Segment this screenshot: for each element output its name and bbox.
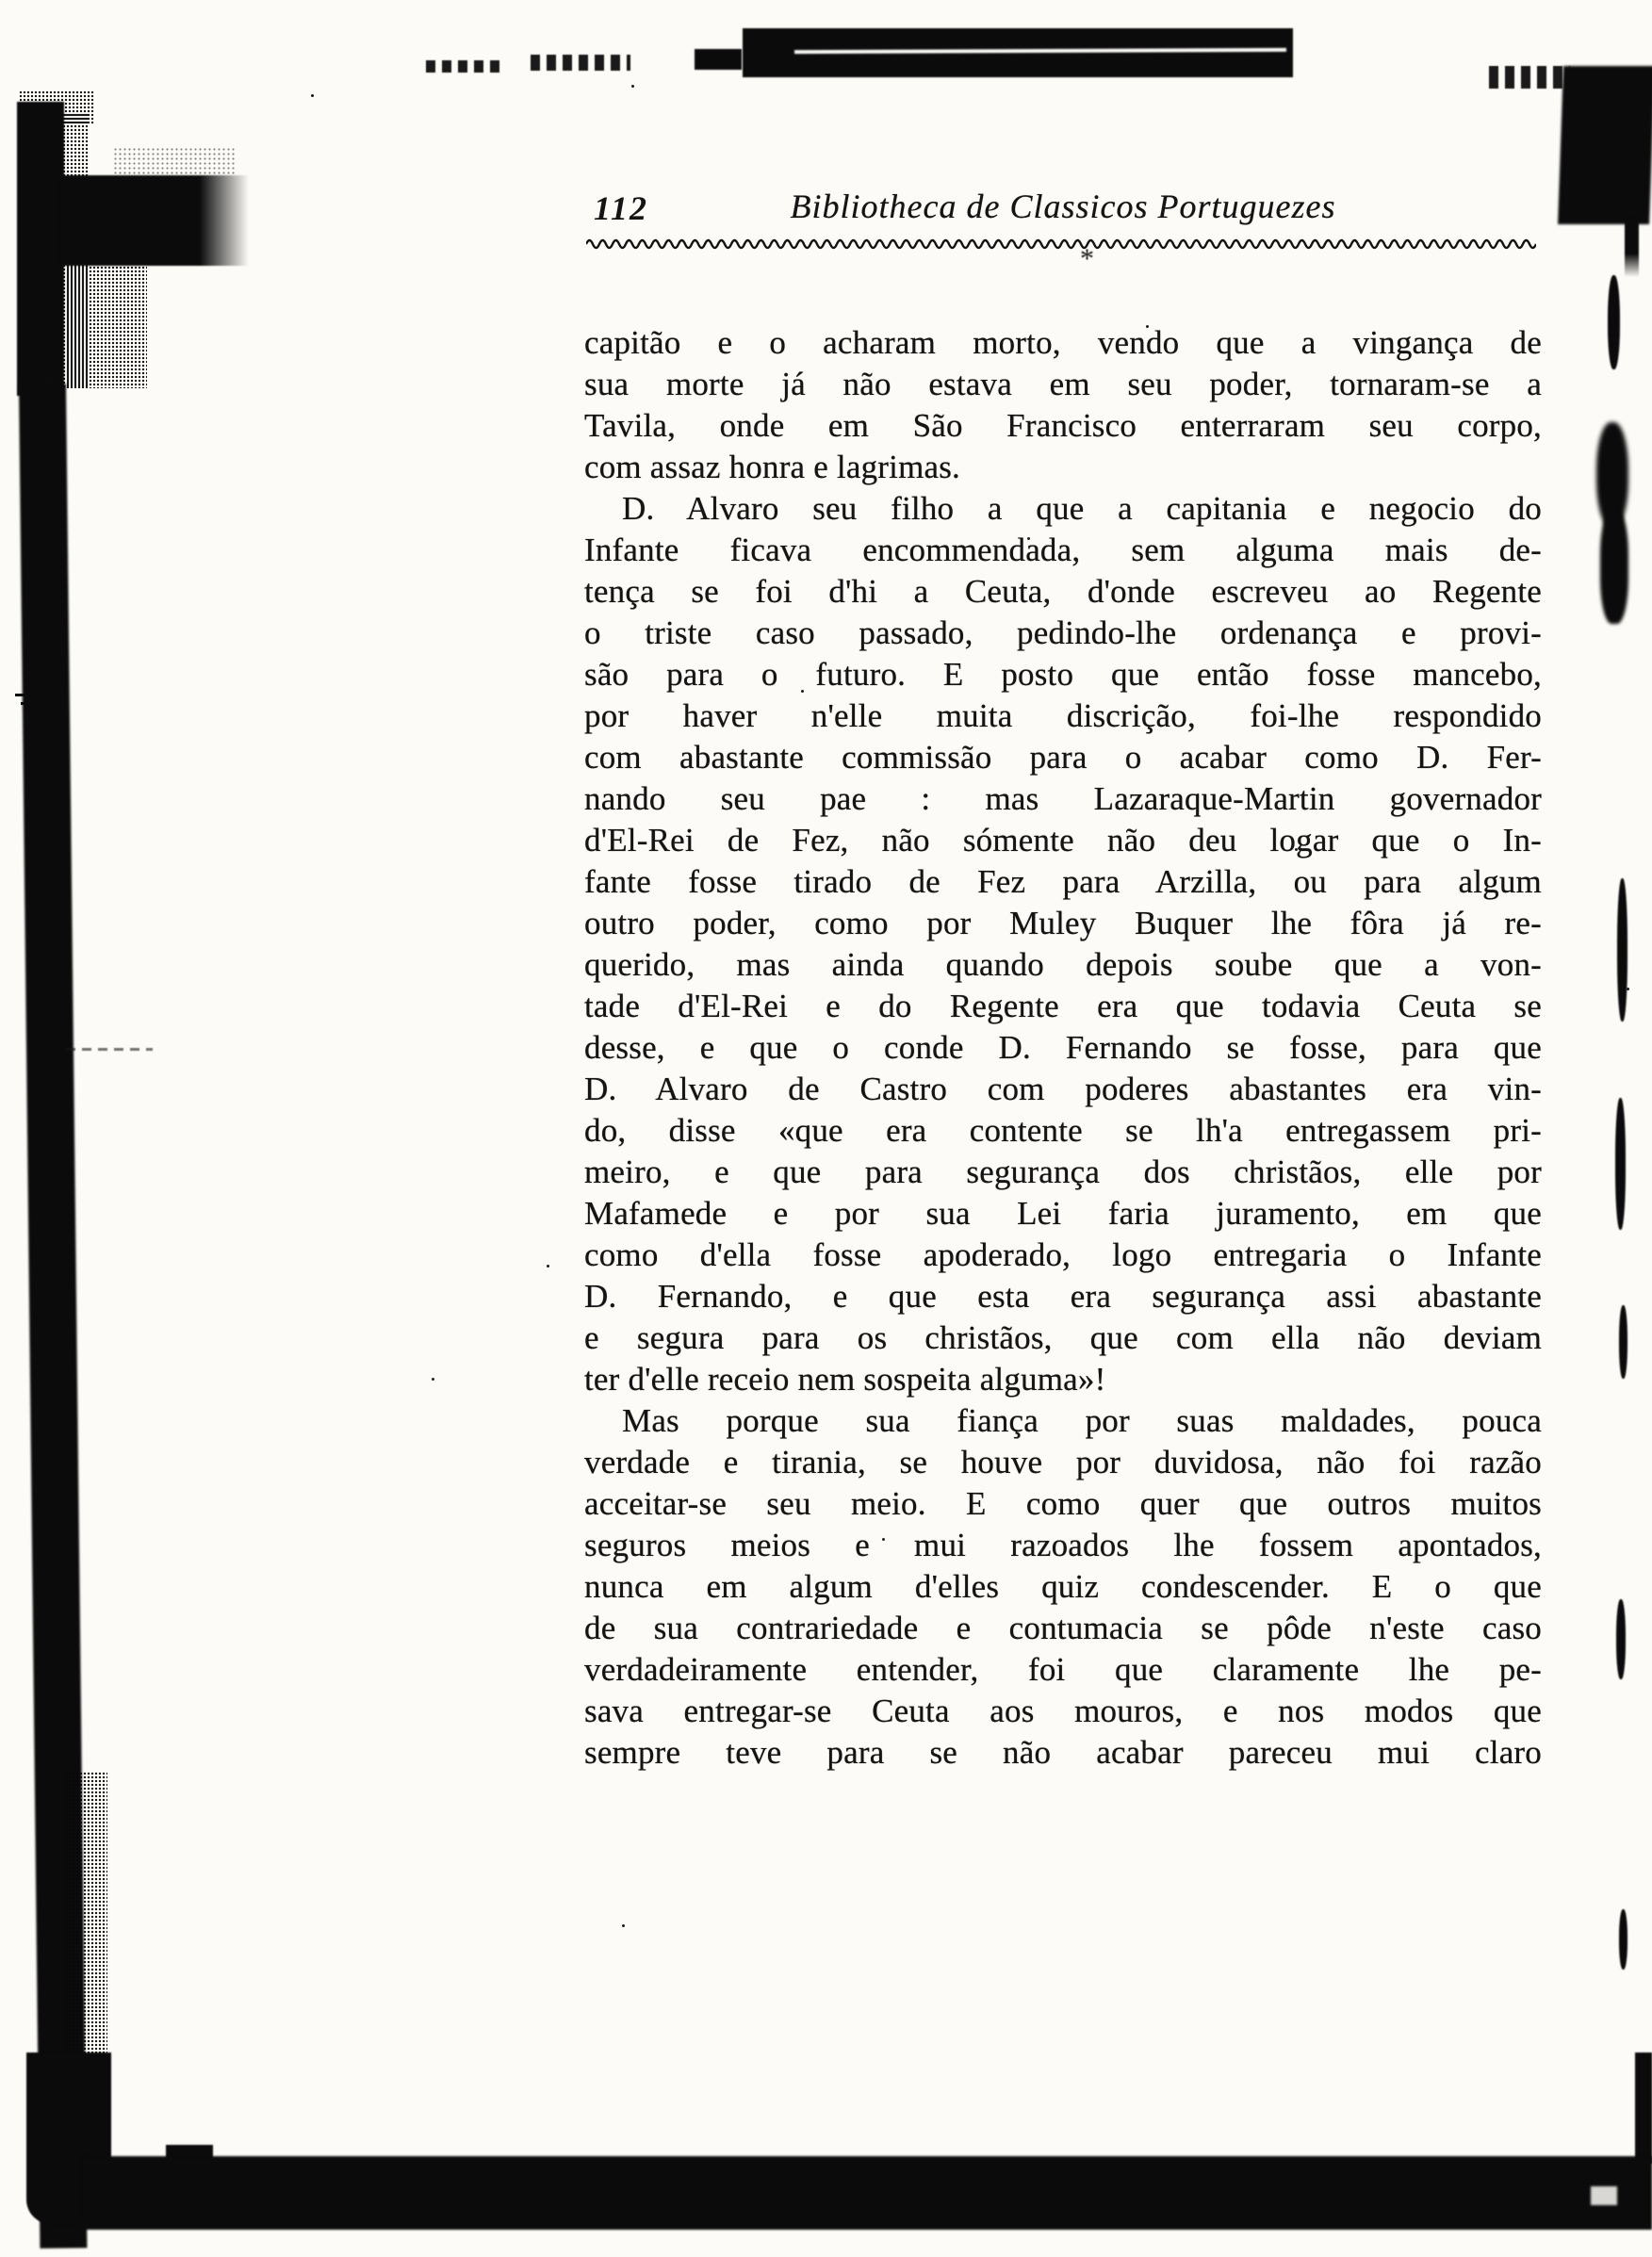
scan-smudge-corner-bar	[1558, 66, 1652, 224]
text-line: sava entregar-se Ceuta aos mouros, e nos modos que	[584, 1693, 1542, 1729]
scan-left-scratch	[66, 1048, 153, 1051]
body-text	[584, 322, 1542, 1774]
text-line: o triste caso passado, pedindo-lhe ordenança e provi-	[584, 614, 1542, 651]
text-line: nunca em algum d'elles quiz condescender. E o que	[584, 1568, 1542, 1605]
scan-blob-lower	[66, 266, 147, 388]
text-line: desse, e que o conde D. Fernando se fosse, para que	[584, 1029, 1542, 1066]
scan-smudge-top-bar	[743, 28, 1293, 77]
scan-streak	[1608, 275, 1620, 369]
scan-streak	[1615, 1098, 1626, 1230]
page-header	[584, 187, 1542, 230]
scan-smudge-top-bar-tip	[695, 49, 742, 70]
text-line: querido, mas ainda quando depois soube que a von-	[584, 946, 1542, 983]
scan-streak	[1617, 878, 1627, 1022]
text-line: meiro, e que para segurança dos christãos, elle por	[584, 1153, 1542, 1190]
text-line: D. Fernando, e que esta era segurança assi abastante	[584, 1278, 1542, 1315]
text-line: por haver n'elle muita discrição, foi-lhe respondido	[584, 697, 1542, 734]
scan-smudge-top-dashes	[426, 60, 501, 73]
text-line: do, disse «que era contente se lh'a entregassem pri-	[584, 1112, 1542, 1149]
scan-left-tick	[21, 702, 57, 705]
text-line: Mafamede e por sua Lei faria juramento, em que	[584, 1195, 1542, 1232]
scan-blob-arm	[60, 175, 249, 266]
wavy-rule	[586, 233, 1536, 252]
text-line: Mas porque sua fiança por suas maldades, pouca	[622, 1402, 1542, 1439]
text-line: capitão e o acharam morto, vendo que a vingança de	[584, 324, 1542, 361]
text-line: verdadeiramente entender, foi que claramente lhe pe-	[584, 1651, 1542, 1688]
text-line: fante fosse tirado de Fez para Arzilla, ou para algum	[584, 863, 1542, 900]
scan-smudge-top-dashes	[531, 55, 630, 71]
text-line: Infante ficava encommendada, sem alguma mais de-	[584, 532, 1542, 568]
text-line: com assaz honra e lagrimas.	[584, 449, 960, 485]
scan-streak	[1616, 1599, 1626, 1679]
scan-bottom-band-nick	[1591, 2186, 1617, 2205]
text-line: Tavila, onde em São Francisco enterraram seu corpo,	[584, 407, 1542, 444]
scan-blob-arm-fringe	[113, 147, 236, 175]
text-line: sempre teve para se não acabar pareceu mui claro	[584, 1734, 1542, 1771]
text-line: como d'ella fosse apoderado, logo entregaria o Infante	[584, 1236, 1542, 1273]
scan-blob-vertical	[17, 102, 64, 396]
text-line: nando seu pae : mas Lazaraque-Martin governador	[584, 780, 1542, 817]
text-line: ter d'elle receio nem sospeita alguma»!	[584, 1361, 1106, 1398]
text-line: sua morte já não estava em seu poder, tornaram-se a	[584, 366, 1542, 402]
page-number: 112	[594, 189, 649, 227]
scan-smudge-corner-tail	[1625, 219, 1639, 277]
text-line: de sua contrariedade e contumacia se pôde n'este caso	[584, 1610, 1542, 1646]
running-title: Bibliotheca de Classicos Portuguezes	[790, 188, 1336, 225]
text-line: tença se foi d'hi a Ceuta, d'onde escreveu ao Regente	[584, 573, 1542, 610]
text-line: e segura para os christãos, que com ella não deviam	[584, 1319, 1542, 1356]
text-line: são para o futuro. E posto que então fosse mancebo,	[584, 656, 1542, 693]
scan-streak	[1619, 1909, 1627, 1970]
text-line: tade d'El-Rei e do Regente era que todavia Ceuta se	[584, 988, 1542, 1024]
scan-streak-bottom-spike	[1635, 2053, 1652, 2164]
text-line: d'El-Rei de Fez, não sómente não deu logar que o In-	[584, 822, 1542, 859]
scan-streak	[1600, 509, 1628, 624]
scan-bottom-band	[81, 2156, 1652, 2230]
scan-smudge-corner-dashes	[1489, 66, 1570, 89]
text-line: seguros meios e mui razoados lhe fossem apontados,	[584, 1527, 1542, 1563]
text-line: com abastante commissão para o acabar como D. Fer-	[584, 739, 1542, 776]
text-line: D. Alvaro de Castro com poderes abastantes era vin-	[584, 1071, 1542, 1107]
wavy-rule-path	[586, 240, 1536, 248]
scan-ink-dots	[311, 94, 314, 97]
text-line: acceitar-se seu meio. E como quer que outros muitos	[584, 1485, 1542, 1522]
scan-left-tick	[15, 694, 43, 696]
text-line: D. Alvaro seu filho a que a capitania e negocio do	[622, 490, 1542, 527]
text-line: verdade e tirania, se houve por duvidosa, não foi razão	[584, 1444, 1542, 1480]
section-ornament-icon: *	[1080, 243, 1094, 274]
text-line: outro poder, como por Muley Buquer lhe fôra já re-	[584, 905, 1542, 941]
scan-streak	[1619, 1305, 1627, 1379]
